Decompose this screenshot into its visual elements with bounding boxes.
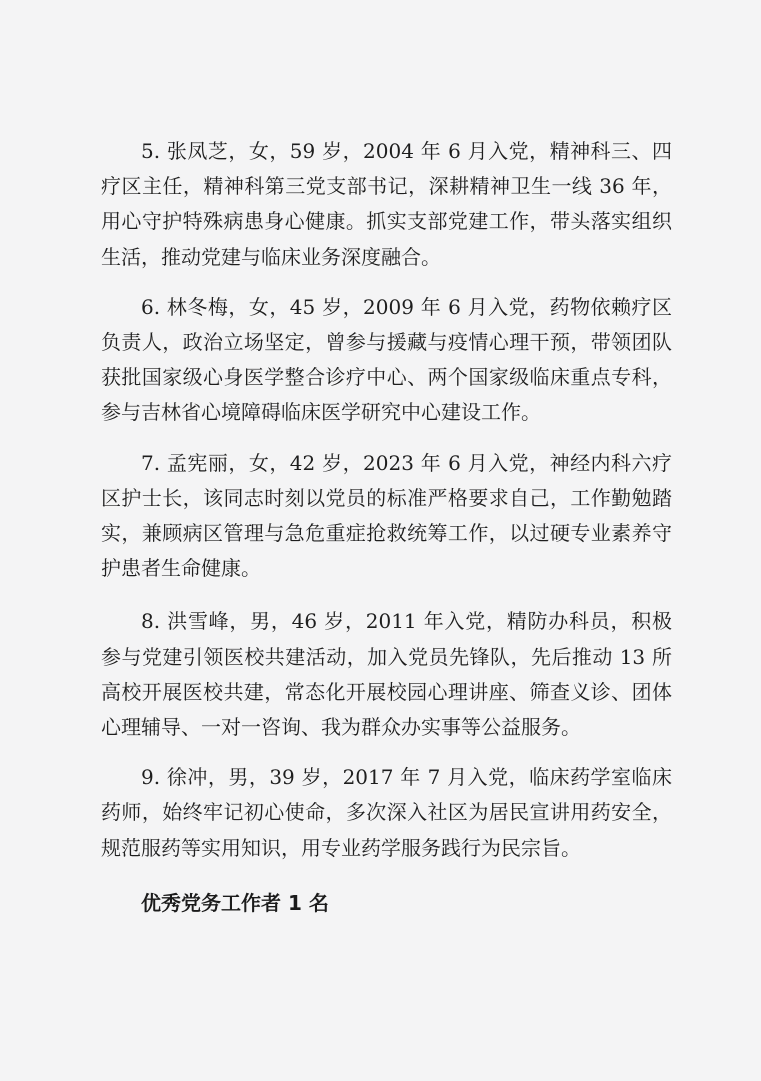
paragraph-item-5: 5. 张凤芝，女，59 岁，2004 年 6 月入党，精神科三、四疗区主任，精神科第三党支部书记，深耕精神卫生一线 36 年，用心守护特殊病患身心健康。抓实支部党建工作，带头落实组织生活，推动党建与临床业务深度融合。: [101, 139, 672, 269]
paragraph-item-6: 6. 林冬梅，女，45 岁，2009 年 6 月入党，药物依赖疗区负责人，政治立场坚定，曾参与援藏与疫情心理干预，带领团队获批国家级心身医学整合诊疗中心、两个国家级临床重点专科，参与吉林省心境障碍临床医学研究中心建设工作。: [101, 294, 672, 425]
paragraph-item-9: 9. 徐冲，男，39 岁，2017 年 7 月入党，临床药学室临床药师，始终牢记初心使命，多次深入社区为居民宣讲用药安全，规范服药等实用知识，用专业药学服务践行为民宗旨。: [101, 765, 672, 860]
paragraph-item-7: 7. 孟宪丽，女，42 岁，2023 年 6 月入党，神经内科六疗区护士长，该同志时刻以党员的标准严格要求自己，工作勤勉踏实，兼顾病区管理与急危重症抢救统筹工作，以过硬专业素养守护患者生命健康。: [101, 450, 672, 581]
paragraph-item-8: 8. 洪雪峰，男，46 岁，2011 年入党，精防办科员，积极参与党建引领医校共建活动，加入党员先锋队，先后推动 13 所高校开展医校共建，常态化开展校园心理讲座、筛查义诊、团体心理辅导、一对一咨询、我为群众办实事等公益服务。: [101, 609, 672, 740]
section-heading: 优秀党务工作者 1 名: [141, 890, 329, 915]
document-body: [101, 134, 672, 920]
